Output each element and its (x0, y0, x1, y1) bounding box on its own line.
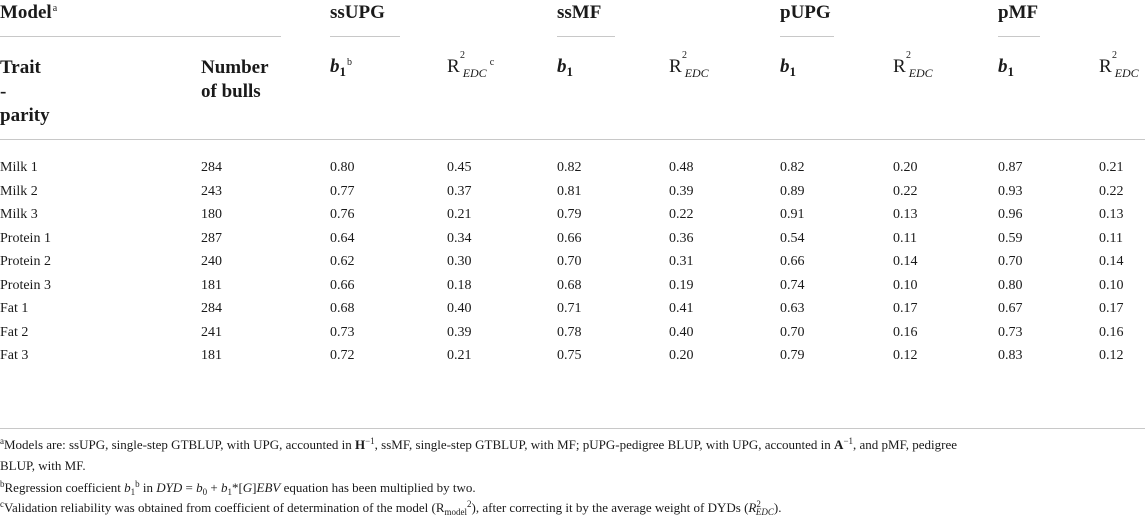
value-cell: 0.41 (669, 301, 694, 316)
trait-cell: Milk 2 (0, 183, 38, 199)
value-cell: 0.16 (893, 324, 918, 340)
b1-symbol: b (998, 56, 1008, 77)
trait-cell: Protein 3 (0, 277, 51, 293)
value-cell: 0.22 (1099, 183, 1124, 199)
value-cell: 0.21 (447, 207, 472, 222)
header-rule-pupg (780, 36, 834, 37)
equation-part: b (196, 480, 203, 495)
footnote-b (0, 478, 1140, 499)
footnote-text: in (139, 480, 157, 495)
value-cell: 0.54 (780, 230, 805, 246)
value-cell: 0.68 (557, 277, 582, 293)
value-cell: 0.48 (669, 160, 694, 175)
value-cell: 0.39 (669, 183, 694, 199)
r-superscript: 2 (756, 499, 761, 509)
model-column-header (0, 2, 57, 24)
value-cell: 0.45 (447, 160, 472, 175)
r2-subscript: EDC (908, 66, 933, 80)
model-name-ssupg: ssUPG (330, 2, 385, 23)
inverse-mark: −1 (365, 436, 375, 446)
r-symbol: R (748, 500, 757, 515)
b1-symbol: b (330, 56, 340, 77)
squared-mark: 2 (467, 499, 472, 509)
value-cell: 0.66 (557, 230, 582, 246)
trait-header-line: - (0, 81, 7, 102)
r2-symbol: R (1099, 56, 1112, 77)
equation-part: ] (252, 480, 257, 495)
value-cell: 0.72 (330, 348, 355, 363)
equation-part: G (242, 480, 253, 495)
footnote-mark: a (0, 436, 4, 446)
value-cell: 0.36 (669, 230, 694, 246)
number-of-bulls-header (201, 56, 269, 104)
value-cell: 0.20 (669, 348, 694, 363)
equation-part: EBV (256, 480, 281, 495)
r2-footnote-mark: c (489, 57, 495, 68)
value-cell: 0.96 (998, 207, 1023, 222)
header-bottom-rule (0, 139, 1145, 140)
b1-symbol: b (557, 56, 567, 77)
value-cell: 0.64 (330, 230, 355, 246)
b1-footnote-mark: b (347, 57, 352, 68)
bulls-count-cell: 284 (201, 160, 222, 175)
r2-superscript: 2 (1112, 50, 1117, 61)
bulls-count-cell: 181 (201, 277, 222, 293)
value-cell: 0.12 (1099, 348, 1124, 363)
b1-subscript: 1 (566, 64, 573, 79)
value-cell: 0.22 (893, 183, 918, 199)
value-cell: 0.14 (1099, 254, 1124, 269)
trait-cell: Protein 1 (0, 230, 51, 246)
value-cell: 0.37 (447, 183, 472, 199)
r2-symbol: R (669, 56, 682, 77)
r-subscript: EDC (755, 507, 774, 517)
equation-part: = (182, 480, 197, 495)
bulls-header-line: Number (201, 57, 269, 78)
value-cell: 0.19 (669, 277, 694, 293)
value-cell: 0.73 (330, 324, 355, 340)
value-cell: 0.87 (998, 160, 1023, 175)
b1-subscript: 1 (1007, 64, 1014, 79)
value-cell: 0.93 (998, 183, 1023, 199)
trait-header-line: Trait (0, 57, 41, 78)
table-bottom-rule (0, 428, 1145, 429)
bulls-count-cell: 287 (201, 230, 222, 246)
value-cell: 0.82 (557, 160, 582, 175)
value-cell: 0.75 (557, 348, 582, 363)
r2-header-pupg (893, 50, 933, 80)
value-cell: 0.83 (998, 348, 1023, 363)
value-cell: 0.10 (893, 277, 918, 293)
equation-part: *[ (231, 480, 243, 495)
r2-superscript: 2 (460, 50, 465, 61)
value-cell: 0.39 (447, 324, 472, 340)
bulls-count-cell: 243 (201, 183, 222, 199)
r2-header-ssmf (669, 50, 709, 80)
bulls-count-cell: 240 (201, 254, 222, 269)
value-cell: 0.13 (893, 207, 918, 222)
model-footnote-mark: a (52, 3, 58, 14)
trait-cell: Fat 2 (0, 324, 29, 340)
b1-header-pupg (780, 56, 796, 78)
value-cell: 0.12 (893, 348, 918, 363)
trait-cell: Fat 1 (0, 301, 29, 316)
trait-cell: Fat 3 (0, 348, 29, 363)
value-cell: 0.62 (330, 254, 355, 269)
value-cell: 0.40 (447, 301, 472, 316)
value-cell: 0.21 (447, 348, 472, 363)
header-rule-pmf (998, 36, 1040, 37)
value-cell: 0.31 (669, 254, 694, 269)
equation-subscript: 1 (227, 487, 232, 497)
value-cell: 0.13 (1099, 207, 1124, 222)
trait-header-line: parity (0, 105, 50, 126)
bulls-count-cell: 241 (201, 324, 222, 340)
value-cell: 0.59 (998, 230, 1023, 246)
equation-part: + (207, 480, 221, 495)
header-rule-model (0, 36, 281, 37)
footnote-c (0, 498, 1140, 519)
trait-cell: Milk 1 (0, 160, 38, 175)
value-cell: 0.74 (780, 277, 805, 293)
value-cell: 0.22 (669, 207, 694, 222)
r2-superscript: 2 (682, 50, 687, 61)
bulls-header-line: of bulls (201, 81, 261, 102)
equation-subscript: 0 (202, 487, 208, 497)
value-cell: 0.79 (780, 348, 805, 363)
footnote-text: equation has been multiplied by two. (280, 480, 476, 495)
value-cell: 0.18 (447, 277, 472, 293)
footnote-text: Regression coefficient (4, 480, 125, 495)
value-cell: 0.17 (893, 301, 918, 316)
inverse-mark: −1 (843, 436, 854, 446)
value-cell: 0.17 (1099, 301, 1124, 316)
value-cell: 0.66 (780, 254, 805, 269)
footnote-text: , and pMF, pedigree (853, 437, 958, 452)
value-cell: 0.80 (998, 277, 1023, 293)
value-cell: 0.10 (1099, 277, 1124, 293)
value-cell: 0.79 (557, 207, 582, 222)
b1-symbol: b (780, 56, 790, 77)
footnote-mark: c (0, 499, 4, 509)
value-cell: 0.40 (669, 324, 694, 340)
r2-symbol: R (447, 56, 460, 77)
equation-part: b (220, 480, 228, 495)
model-name-ssmf: ssMF (557, 2, 602, 23)
header-rule-ssmf (557, 36, 615, 37)
value-cell: 0.68 (330, 301, 355, 316)
value-cell: 0.66 (330, 277, 355, 293)
coef-subscript: 1 (130, 487, 136, 497)
value-cell: 0.67 (998, 301, 1023, 316)
value-cell: 0.11 (1099, 230, 1123, 246)
footnote-text: Models are: ssUPG, single-step GTBLUP, with UPG, accounted in (4, 437, 355, 452)
model-label: Model (0, 2, 52, 23)
value-cell: 0.71 (557, 301, 582, 316)
value-cell: 0.89 (780, 183, 805, 199)
footnote-a (0, 435, 1140, 475)
model-subscript: model (444, 507, 468, 517)
b1-header-ssmf (557, 56, 573, 78)
bulls-count-cell: 180 (201, 207, 222, 222)
r2-symbol: R (893, 56, 906, 77)
footnote-mark: b (0, 479, 5, 489)
equation-part: DYD (156, 480, 183, 495)
footnote-text: ). (773, 500, 782, 515)
matrix-a: A (834, 437, 844, 452)
header-rule-ssupg (330, 36, 400, 37)
b1-subscript: 1 (789, 64, 796, 79)
b1-subscript: 1 (339, 64, 346, 79)
value-cell: 0.81 (557, 183, 582, 199)
value-cell: 0.78 (557, 324, 582, 340)
value-cell: 0.82 (780, 160, 805, 175)
footnote-text: , ssMF, single-step GTBLUP, with MF; pUPG-pedigree BLUP, with UPG, accounted in (374, 437, 835, 452)
trait-parity-header (0, 56, 50, 128)
trait-cell: Protein 2 (0, 254, 51, 269)
model-name-pmf: pMF (998, 2, 1039, 23)
value-cell: 0.73 (998, 324, 1023, 340)
r2-subscript: EDC (684, 66, 709, 80)
trait-cell: Milk 3 (0, 207, 38, 222)
value-cell: 0.11 (893, 230, 917, 246)
value-cell: 0.14 (893, 254, 918, 269)
coef-mark: b (135, 479, 140, 489)
b1-header-pmf (998, 56, 1014, 78)
value-cell: 0.70 (557, 254, 582, 269)
value-cell: 0.70 (998, 254, 1023, 269)
value-cell: 0.63 (780, 301, 805, 316)
r2-superscript: 2 (906, 50, 911, 61)
value-cell: 0.91 (780, 207, 805, 222)
value-cell: 0.70 (780, 324, 805, 340)
value-cell: 0.76 (330, 207, 355, 222)
b1-header-ssupg (330, 56, 352, 78)
footnote-text: ), after correcting it by the average weight of DYDs ( (471, 500, 749, 515)
footnote-text: BLUP, with MF. (0, 458, 86, 473)
model-name-pupg: pUPG (780, 2, 831, 23)
value-cell: 0.77 (330, 183, 355, 199)
r2-subscript: EDC (1114, 66, 1139, 80)
r2-subscript: EDC (462, 66, 487, 80)
coef-symbol: b (124, 480, 131, 495)
bulls-count-cell: 284 (201, 301, 222, 316)
footnote-text: Validation reliability was obtained from coefficient of determination of the model (R (4, 500, 445, 515)
matrix-h: H (354, 437, 366, 452)
bulls-count-cell: 181 (201, 348, 222, 363)
value-cell: 0.30 (447, 254, 472, 269)
r2-header-ssupg (447, 50, 495, 80)
value-cell: 0.16 (1099, 324, 1124, 340)
value-cell: 0.20 (893, 160, 918, 175)
value-cell: 0.21 (1099, 160, 1124, 175)
r2-header-pmf (1099, 50, 1139, 80)
value-cell: 0.34 (447, 230, 472, 246)
value-cell: 0.80 (330, 160, 355, 175)
